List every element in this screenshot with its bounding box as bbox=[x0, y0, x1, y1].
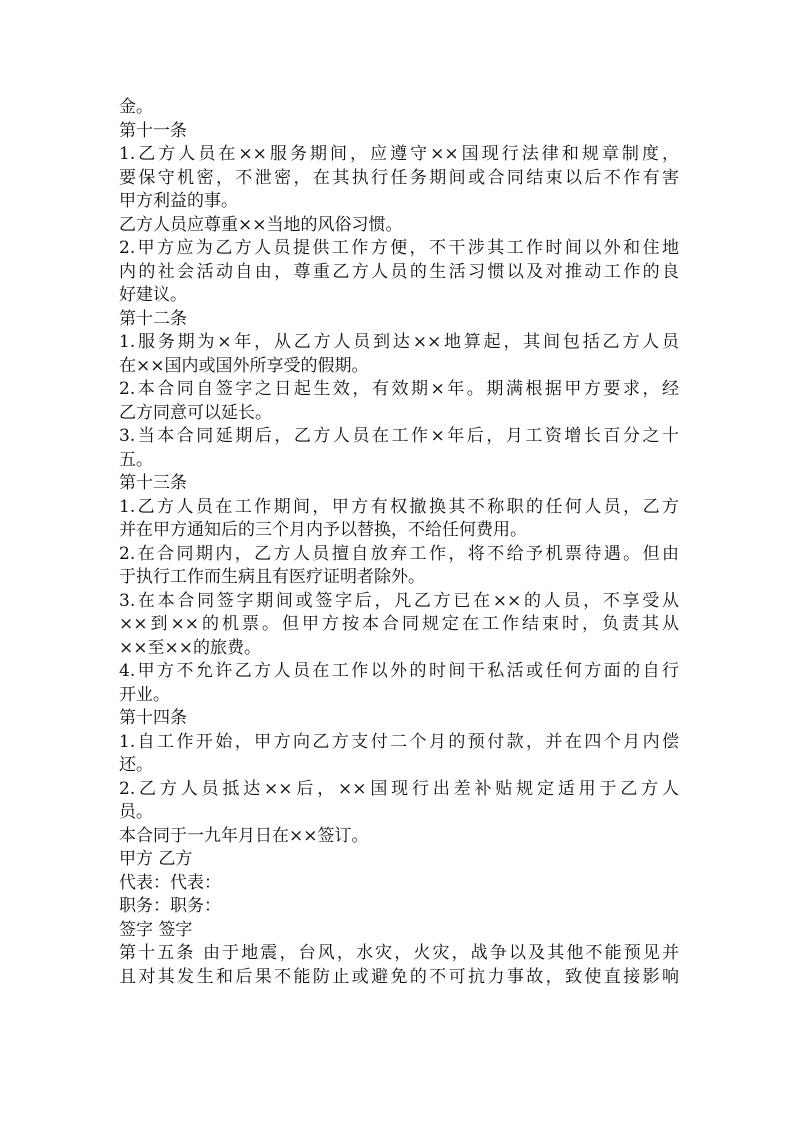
text-line: 乙方同意可以延长。 bbox=[119, 402, 272, 423]
text-line: 签字 签字 bbox=[119, 919, 193, 940]
text-line: 金。 bbox=[119, 97, 153, 117]
text-line: 2.在合同期内，乙方人员擅自放弃工作，将不给予机票待遇。但由 bbox=[119, 543, 679, 564]
text-line: 甲方 乙方 bbox=[119, 849, 193, 869]
contract-text bbox=[119, 96, 679, 989]
text-line: 在××国内或国外所享受的假期。 bbox=[119, 355, 369, 376]
text-line: 好建议。 bbox=[119, 285, 187, 305]
text-line: 开业。 bbox=[119, 684, 170, 705]
text-line: ××到××的机票。但甲方按本合同规定在工作结束时，负责其从 bbox=[119, 614, 679, 634]
text-line: 第十二条 bbox=[119, 308, 187, 329]
text-line: 4.甲方不允许乙方人员在工作以外的时间干私活或任何方面的自行 bbox=[119, 661, 679, 681]
text-line: 本合同于一九年月日在××签订。 bbox=[119, 825, 369, 846]
text-line: 内的社会活动自由，尊重乙方人员的生活习惯以及对推动工作的良 bbox=[119, 261, 679, 282]
text-line: 1.自工作开始，甲方向乙方支付二个月的预付款，并在四个月内偿 bbox=[119, 731, 679, 752]
text-line: 甲方利益的事。 bbox=[119, 191, 238, 211]
text-line: 3.当本合同延期后，乙方人员在工作×年后，月工资增长百分之十 bbox=[119, 426, 679, 446]
text-line: 2.乙方人员抵达××后，××国现行出差补贴规定适用于乙方人 bbox=[119, 778, 679, 799]
text-line: 员。 bbox=[119, 802, 153, 822]
text-line: 3.在本合同签字期间或签字后，凡乙方已在××的人员，不享受从 bbox=[119, 590, 679, 611]
text-line: 代表：代表： bbox=[119, 872, 221, 893]
text-line: 还。 bbox=[119, 755, 153, 775]
text-line: 第十一条 bbox=[119, 120, 187, 141]
text-line: 第十四条 bbox=[119, 708, 187, 728]
text-line: 2.甲方应为乙方人员提供工作方便，不干涉其工作时间以外和住地 bbox=[119, 238, 679, 258]
text-line: 要保守机密，不泄密，在其执行任务期间或合同结束以后不作有害 bbox=[119, 167, 679, 188]
text-line: 乙方人员应尊重××当地的风俗习惯。 bbox=[119, 214, 403, 235]
text-line: 于执行工作而生病且有医疗证明者除外。 bbox=[119, 567, 425, 587]
text-line: 且对其发生和后果不能防止或避免的不可抗力事故，致使直接影响 bbox=[119, 966, 679, 987]
text-line: 第十五条 由于地震，台风，水灾，火灾，战争以及其他不能预见并 bbox=[119, 943, 679, 963]
text-line: 1.乙方人员在××服务期间，应遵守××国现行法律和规章制度， bbox=[119, 144, 679, 164]
text-line: 2.本合同自签字之日起生效，有效期×年。期满根据甲方要求，经 bbox=[119, 379, 679, 399]
text-line: 职务：职务： bbox=[119, 896, 221, 916]
text-line: 并在甲方通知后的三个月内予以替换，不给任何费用。 bbox=[119, 520, 527, 540]
text-line: 五。 bbox=[119, 449, 153, 470]
text-line: 1.乙方人员在工作期间，甲方有权撤换其不称职的任何人员，乙方 bbox=[119, 496, 679, 517]
text-line: 第十三条 bbox=[119, 473, 187, 493]
text-line: ××至××的旅费。 bbox=[119, 637, 261, 658]
text-line: 1.服务期为×年，从乙方人员到达××地算起，其间包括乙方人员 bbox=[119, 332, 679, 352]
